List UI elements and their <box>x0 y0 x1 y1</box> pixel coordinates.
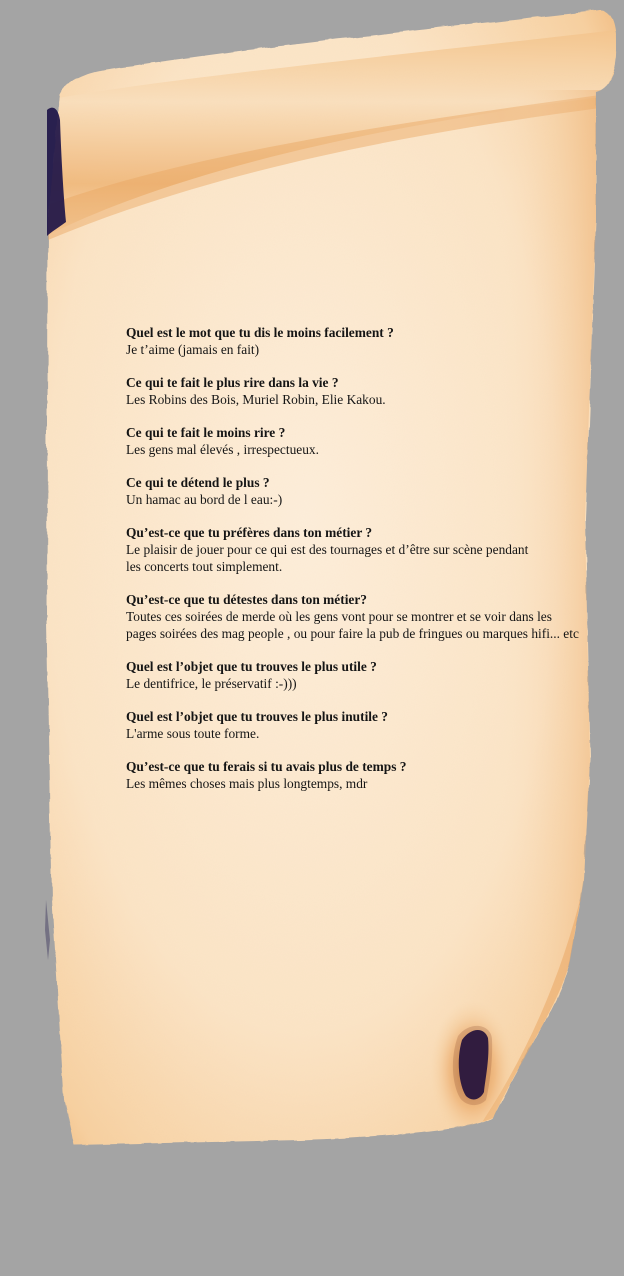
qa-item <box>126 524 624 575</box>
answer-text: Un hamac au bord de l eau:-) <box>126 492 283 507</box>
answer-text: Les gens mal élevés , irrespectueux. <box>126 442 319 457</box>
question-text: Ce qui te fait le plus rire dans la vie ? <box>126 375 339 390</box>
qa-item <box>126 374 624 408</box>
question-text: Ce qui te détend le plus ? <box>126 475 270 490</box>
qa-item <box>126 424 624 458</box>
question-text: Quel est le mot que tu dis le moins facilement ? <box>126 325 394 340</box>
qa-item <box>126 324 624 358</box>
answer-text: Les mêmes choses mais plus longtemps, mdr <box>126 776 368 791</box>
answer-text: L'arme sous toute forme. <box>126 726 260 741</box>
qa-item <box>126 474 624 508</box>
question-text: Qu’est-ce que tu ferais si tu avais plus de temps ? <box>126 759 407 774</box>
answer-text: Les Robins des Bois, Muriel Robin, Elie Kakou. <box>126 392 386 407</box>
answer-text: Le dentifrice, le préservatif :-))) <box>126 676 297 691</box>
qa-item <box>126 658 624 692</box>
question-text: Qu’est-ce que tu préfères dans ton métier ? <box>126 525 373 540</box>
question-text: Quel est l’objet que tu trouves le plus utile ? <box>126 659 377 674</box>
qa-item <box>126 591 624 642</box>
question-text: Qu’est-ce que tu détestes dans ton métier? <box>126 592 367 607</box>
question-text: Quel est l’objet que tu trouves le plus inutile ? <box>126 709 388 724</box>
interview-text <box>126 324 624 808</box>
answer-text: Le plaisir de jouer pour ce qui est des tournages et d’être sur scène pendant <box>126 542 529 557</box>
answer-text: Je t’aime (jamais en fait) <box>126 342 260 357</box>
question-text: Ce qui te fait le moins rire ? <box>126 425 286 440</box>
answer-text: Toutes ces soirées de merde où les gens vont pour se montrer et se voir dans les <box>126 609 552 624</box>
answer-text: pages soirées des mag people , ou pour faire la pub de fringues ou marques hifi... etc <box>126 626 579 641</box>
answer-text: les concerts tout simplement. <box>126 559 283 574</box>
qa-item <box>126 708 624 742</box>
qa-item <box>126 758 624 792</box>
